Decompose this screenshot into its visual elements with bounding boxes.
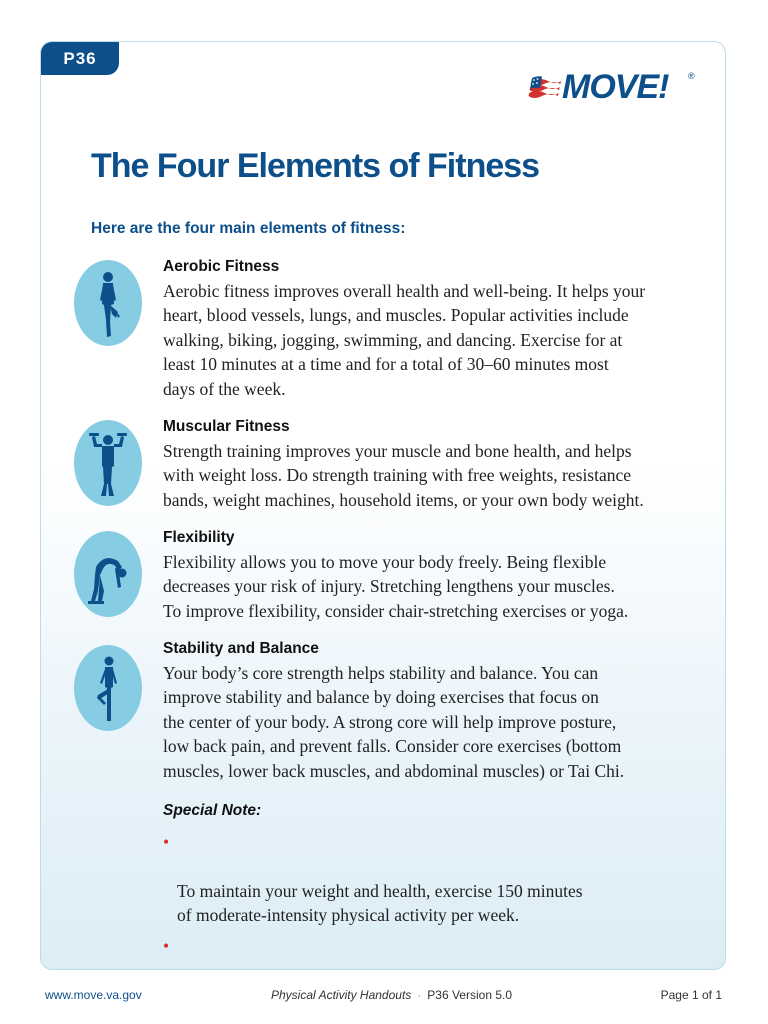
handout-id-tab: P36	[41, 42, 119, 75]
section-body: Flexibility allows you to move your body freely. Being flexible decreases your risk of injury. Stretching lengthens your muscles. To improve flexibility, consider chair-stretching exercises or yoga.	[163, 552, 629, 621]
footer-website-link[interactable]: www.move.va.gov	[45, 988, 142, 1002]
footer-version: P36 Version 5.0	[427, 988, 513, 1002]
section-title: Aerobic Fitness	[163, 258, 280, 275]
footer-document-info	[271, 988, 512, 1002]
handout-card	[40, 41, 726, 970]
logo-wordmark: MOVE!	[562, 68, 669, 106]
bullet-icon: •	[163, 832, 170, 852]
intro-heading: Here are the four main elements of fitness:	[91, 220, 406, 237]
registered-mark: ®	[688, 71, 695, 81]
standing-stretch-person-icon	[74, 260, 142, 346]
special-note-title: Special Note:	[163, 802, 262, 819]
weightlifting-person-icon	[74, 420, 142, 506]
us-flag-icon	[528, 72, 562, 102]
section-body: Your body’s core strength helps stability and balance. You can improve stability and balance by doing exercises that focus on the center of your body. A strong core will help improve posture, low back pain, and prevent falls. Consider core exercises (bottom muscles, lower back muscles, and abdominal muscles) or Tai Chi.	[163, 663, 625, 781]
section-title: Muscular Fitness	[163, 418, 290, 435]
page-title: The Four Elements of Fitness	[91, 147, 540, 185]
section-title: Flexibility	[163, 529, 235, 546]
footer-series: Physical Activity Handouts	[271, 988, 412, 1002]
footer-page-number: Page 1 of 1	[660, 988, 722, 1002]
section-body: Strength training improves your muscle and bone health, and helps with weight loss. Do strength training with free weights, resistance bands, weight machines, household items, or your own body weight.	[163, 441, 644, 510]
balance-person-icon	[74, 645, 142, 731]
bullet-text: To maintain your weight and health, exercise 150 minutes of moderate-intensity physical activity per week.	[177, 880, 583, 926]
section-title: Stability and Balance	[163, 640, 319, 657]
footer-separator: ·	[417, 988, 422, 1002]
move-logo	[528, 69, 698, 105]
forward-bend-person-icon	[74, 531, 142, 617]
section-body: Aerobic fitness improves overall health and well-being. It helps your heart, blood vessels, lungs, and muscles. Popular activities include walking, biking, jogging, swimming, and dancing. Exercise for at least 10 minutes at a time and for a total of 30–60 minutes most days of the week.	[163, 281, 646, 399]
bullet-icon: •	[163, 935, 170, 956]
list-item	[163, 934, 683, 970]
list-item	[163, 830, 683, 928]
special-note-list	[163, 830, 683, 970]
